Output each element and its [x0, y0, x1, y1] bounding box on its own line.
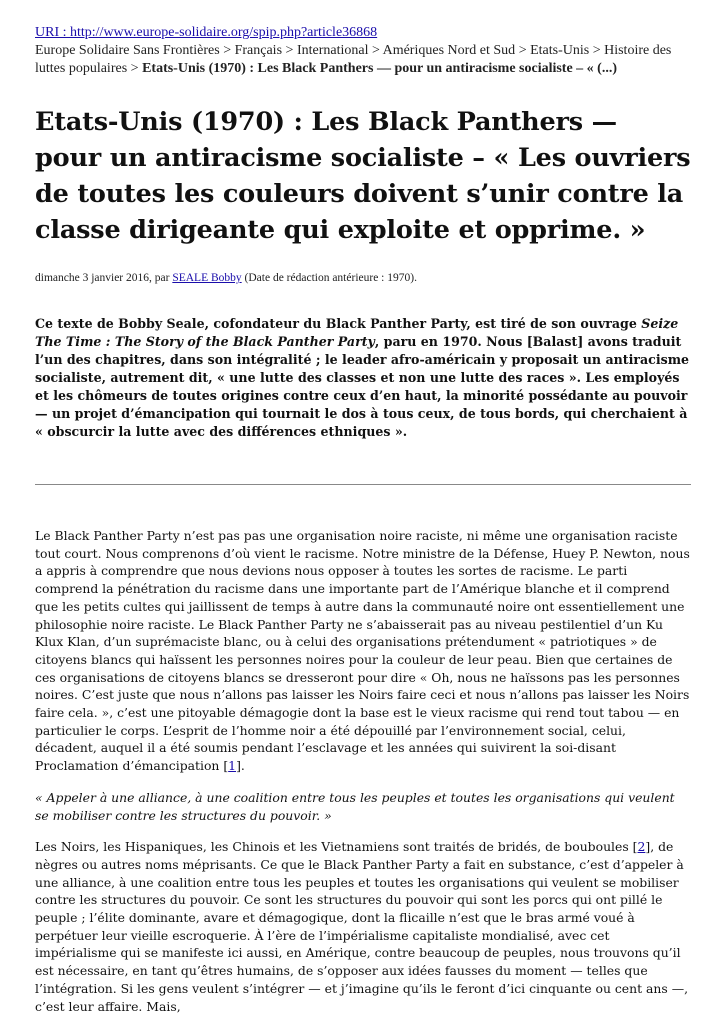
paragraph-2-start: Les Noirs, les Hispaniques, les Chinois et les Vietnamiens sont traités de bridés, de bouboules — [35, 839, 633, 855]
redaction-date: (Date de rédaction antérieure : 1970). — [241, 272, 417, 284]
breadcrumb-separator: > — [127, 61, 143, 76]
breadcrumb-separator: > — [515, 43, 531, 58]
breadcrumb-separator: > — [368, 43, 383, 58]
breadcrumb-item-francais[interactable]: Français — [234, 43, 283, 58]
author-link[interactable]: SEALE Bobby — [172, 272, 242, 284]
pull-quote: « Appeler à une alliance, à une coalition entre tous les peuples et toutes les organisations qui veulent se mobiliser contre les structures du pouvoir. » — [35, 789, 675, 823]
footnote-link-1[interactable]: 1 — [228, 758, 237, 774]
footnote-ref-1: [1]. — [223, 758, 245, 774]
body-paragraph-2 — [35, 838, 691, 1015]
breadcrumb-item-international[interactable]: International — [296, 43, 369, 58]
footnote-ref-2: [2] — [632, 839, 651, 855]
breadcrumb-item-histoire[interactable]: Histoire des luttes populaires — [35, 43, 672, 76]
uri-link[interactable]: URI : http://www.europe-solidaire.org/spip.php?article36868 — [35, 25, 378, 40]
article-meta — [35, 270, 691, 286]
uri-line — [35, 24, 691, 42]
breadcrumb-separator: > — [282, 43, 297, 58]
article-lead — [35, 315, 691, 441]
breadcrumb-separator: > — [589, 43, 605, 58]
breadcrumb-item-ameriques[interactable]: Amériques Nord et Sud — [382, 43, 516, 58]
article-title: Etats-Unis (1970) : Les Black Panthers — pour un antiracisme socialiste – « Les ouvriers de toutes les couleurs doivent s’unir contre la classe dirigeante qui exploite et opprime. » — [35, 107, 691, 245]
article-page — [35, 24, 691, 1015]
lead-text-2: , paru en 1970. Nous [Balast] avons traduit l’un des chapitres, dans son intégralité ; le leader afro-américain y proposait un antiracisme socialiste, autrement dit, « une lutte des classes et non une lutte des races ». Les employés et les chômeurs de toutes origines contre ceux d’en haut, la minorité possédante au pouvoir — un projet d’émancipation qui tournait le dos à tous ceux, de tous bords, qui cherchaient à « obscurcir la lutte avec des différences ethniques ». — [35, 334, 690, 439]
breadcrumb-item-esssf[interactable]: Europe Solidaire Sans Frontières — [35, 43, 220, 58]
section-divider — [35, 484, 691, 485]
body-paragraph-1 — [35, 527, 691, 775]
breadcrumb-item-etats-unis[interactable]: Etats-Unis — [530, 43, 590, 58]
breadcrumb-separator: > — [219, 43, 235, 58]
paragraph-2-rest: , de nègres ou autres noms méprisants. Ce que le Black Panther Party a fait en substance, c’est d’appeler à une alliance, à une coalition entre tous les peuples et toutes les organisations qui veulent se mobiliser contre les structures du pouvoir. Ce sont les structures du pouvoir qui sont les porcs qui ont pillé le peuple ; l’élite dominante, avare et démagogique, dont la flicaille n’est que le bras armé voué à perpétuer leur vieille escroquerie. À l’ère de l’impérialisme capitaliste mondialisé, avec cet impérialisme qui se manifeste ici aussi, en Amérique, contre beaucoup de peuples, nous trouvons qu’il est nécessaire, en tant qu’êtres humains, de s’opposer aux idées fausses du moment — telles que l’intégration. Si les gens veulent s’intégrer — et j’imagine qu’ils le feront d’ici cinquante ou cent ans —, c’est leur affaire. Mais, — [35, 839, 689, 1014]
breadcrumb — [35, 42, 691, 78]
book-title: Seize The Time : The Story of the Black Panther Party — [35, 316, 679, 349]
footnote-link-2[interactable]: 2 — [637, 839, 646, 855]
breadcrumb-current: Etats-Unis (1970) : Les Black Panthers — pour un antiracisme socialiste – « (...) — [142, 61, 618, 76]
lead-text-1: Ce texte de Bobby Seale, cofondateur du Black Panther Party, est tiré de son ouvrage — [35, 316, 642, 331]
article-date: dimanche 3 janvier 2016, par — [35, 272, 173, 284]
paragraph-1-text: Le Black Panther Party n’est pas pas une organisation noire raciste, ni même une organisation raciste tout court. Nous comprenons d’où vient le racisme. Notre ministre de la Défense, Huey P. Newton, nous a appris à comprendre que nous devions nous opposer à toutes les sortes de racisme. Le parti comprend la pénétration du racisme dans une importante part de l’Amérique blanche et il comprend que les petits cultes qui jaillissent de temps à autre dans la communauté noire ont essentiellement une philosophie noire raciste. Le Black Panther Party ne s’abaisserait pas au niveau pestilentiel d’un Ku Klux Klan, d’un suprémaciste blanc, ou à celui des organisations prétendument « patriotiques » de citoyens blancs qui haïssent les personnes noires pour la couleur de leur peau. Bien que certaines de ces organisations de citoyens blancs se dresseront pour dire « Oh, nous ne haïssons pas les personnes noires. C’est juste que nous n’allons pas laisser les Noirs faire ceci et nous n’allons pas laisser les Noirs faire cela. », c’est une pitoyable démagogie dont la base est le vieux racisme qui rend tout tabou — en particulier le corps. L’esprit de l’homme noir a été dépouillé par l’environnement social, celui, décadent, auquel il a été soumis pendant l’esclavage et les années qui suivirent la soi-disant Proclamation d’émancipation — [35, 528, 690, 774]
